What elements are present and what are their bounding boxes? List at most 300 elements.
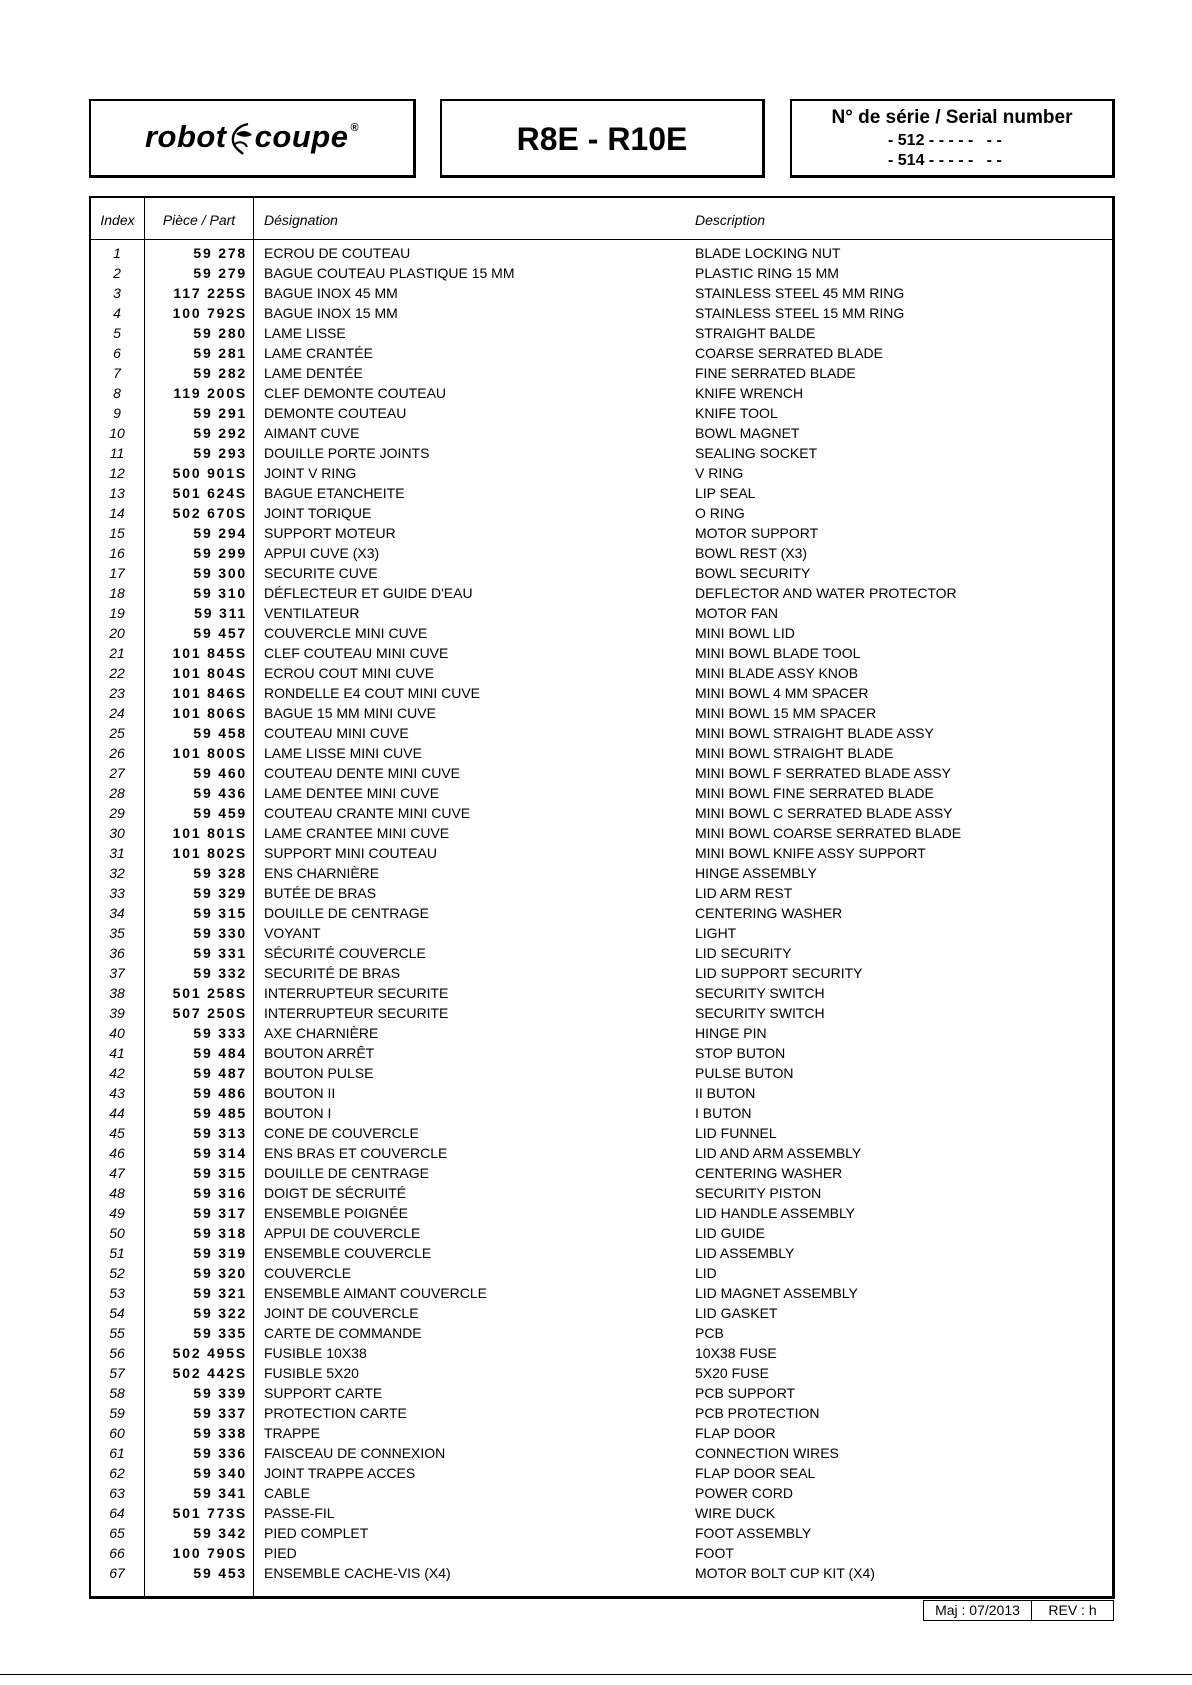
table-row [91, 1183, 1112, 1203]
table-row [91, 483, 1112, 503]
row-index: 62 [109, 1465, 125, 1481]
table-row [91, 1323, 1112, 1343]
row-designation: ENSEMBLE POIGNÉE [264, 1205, 408, 1221]
row-index: 35 [109, 925, 125, 941]
row-description: SEALING SOCKET [695, 445, 818, 461]
row-part-number: 59 315 [193, 905, 247, 921]
row-designation: BOUTON I [264, 1105, 332, 1121]
row-description: KNIFE TOOL [695, 405, 778, 421]
row-part-number: 501 258S [172, 985, 247, 1001]
row-part-number: 59 340 [193, 1465, 247, 1481]
table-row [91, 783, 1112, 803]
row-designation: ENSEMBLE CACHE-VIS (X4) [264, 1565, 451, 1581]
table-row [91, 243, 1112, 263]
row-index: 14 [109, 505, 125, 521]
row-index: 45 [109, 1125, 125, 1141]
row-part-number: 59 436 [193, 785, 247, 801]
row-description: STRAIGHT BALDE [695, 325, 816, 341]
row-part-number: 500 901S [172, 465, 247, 481]
row-designation: BAGUE 15 MM MINI CUVE [264, 705, 436, 721]
row-part-number: 59 299 [193, 545, 247, 561]
parts-table [89, 196, 1115, 1599]
table-row [91, 1203, 1112, 1223]
row-index: 23 [109, 685, 125, 701]
table-row [91, 943, 1112, 963]
table-row [91, 743, 1112, 763]
table-row [91, 543, 1112, 563]
table-row [91, 1423, 1112, 1443]
row-part-number: 101 801S [172, 825, 247, 841]
row-part-number: 101 804S [172, 665, 247, 681]
row-designation: VENTILATEUR [264, 605, 360, 621]
row-description: FOOT ASSEMBLY [695, 1525, 812, 1541]
row-part-number: 59 292 [193, 425, 247, 441]
row-index: 2 [113, 265, 121, 281]
row-part-number: 59 313 [193, 1125, 247, 1141]
row-description: O RING [695, 505, 745, 521]
table-row [91, 1383, 1112, 1403]
row-designation: ENSEMBLE COUVERCLE [264, 1245, 432, 1261]
table-row [91, 283, 1112, 303]
row-part-number: 59 328 [193, 865, 247, 881]
row-designation: TRAPPE [264, 1425, 321, 1441]
row-part-number: 59 311 [194, 605, 247, 621]
row-description: PCB SUPPORT [695, 1385, 796, 1401]
row-part-number: 59 294 [193, 525, 247, 541]
row-part-number: 59 337 [193, 1405, 247, 1421]
row-description: MINI BOWL STRAIGHT BLADE [695, 745, 894, 761]
row-description: POWER CORD [695, 1485, 793, 1501]
table-row [91, 1223, 1112, 1243]
row-description: LID FUNNEL [695, 1125, 777, 1141]
row-description: 10X38 FUSE [695, 1345, 777, 1361]
table-row [91, 883, 1112, 903]
row-description: MOTOR BOLT CUP KIT (X4) [695, 1565, 875, 1581]
row-description: 5X20 FUSE [695, 1365, 769, 1381]
row-description: SECURITY PISTON [695, 1185, 822, 1201]
row-index: 56 [109, 1345, 125, 1361]
row-part-number: 59 293 [193, 445, 247, 461]
row-designation: CARTE DE COMMANDE [264, 1325, 422, 1341]
row-description: LID SUPPORT SECURITY [695, 965, 863, 981]
row-designation: CLEF COUTEAU MINI CUVE [264, 645, 449, 661]
row-description: STAINLESS STEEL 15 MM RING [695, 305, 905, 321]
table-row [91, 1163, 1112, 1183]
row-designation: DOUILLE PORTE JOINTS [264, 445, 430, 461]
row-index: 60 [109, 1425, 125, 1441]
table-row [91, 1083, 1112, 1103]
table-row [91, 1063, 1112, 1083]
row-description: LID HANDLE ASSEMBLY [695, 1205, 856, 1221]
row-description: FINE SERRATED BLADE [695, 365, 856, 381]
row-designation: PROTECTION CARTE [264, 1405, 407, 1421]
table-row [91, 983, 1112, 1003]
row-part-number: 59 314 [193, 1145, 247, 1161]
row-part-number: 59 329 [193, 885, 247, 901]
row-designation: JOINT TRAPPE ACCES [264, 1465, 416, 1481]
row-description: FOOT [695, 1545, 734, 1561]
table-row [91, 463, 1112, 483]
bottom-rule [0, 1674, 1192, 1675]
row-index: 20 [109, 625, 125, 641]
row-description: MINI BOWL 15 MM SPACER [695, 705, 877, 721]
row-index: 24 [109, 705, 125, 721]
row-index: 13 [109, 485, 125, 501]
table-row [91, 703, 1112, 723]
row-part-number: 101 806S [172, 705, 247, 721]
row-designation: COUVERCLE [264, 1265, 352, 1281]
row-description: LID GUIDE [695, 1225, 766, 1241]
row-designation: COUTEAU DENTE MINI CUVE [264, 765, 461, 781]
row-designation: BAGUE INOX 45 MM [264, 285, 398, 301]
row-part-number: 59 319 [193, 1245, 247, 1261]
row-description: V RING [695, 465, 744, 481]
row-part-number: 59 458 [193, 725, 247, 741]
row-description: MINI BOWL KNIFE ASSY SUPPORT [695, 845, 926, 861]
header-divider [91, 239, 1112, 240]
row-part-number: 59 342 [193, 1525, 247, 1541]
row-part-number: 59 279 [193, 265, 247, 281]
row-part-number: 59 317 [193, 1205, 247, 1221]
header-description: Description [695, 212, 766, 228]
row-designation: BAGUE INOX 15 MM [264, 305, 398, 321]
table-row [91, 503, 1112, 523]
row-designation: CABLE [264, 1485, 310, 1501]
row-part-number: 101 800S [172, 745, 247, 761]
table-row [91, 843, 1112, 863]
row-part-number: 502 442S [172, 1365, 247, 1381]
table-row [91, 1103, 1112, 1123]
serial-number-title: N° de série / Serial number [831, 107, 1073, 128]
row-designation: APPUI CUVE (X3) [264, 545, 380, 561]
row-part-number: 59 322 [193, 1305, 247, 1321]
row-part-number: 507 250S [172, 1005, 247, 1021]
row-part-number: 59 278 [193, 245, 247, 261]
row-part-number: 501 624S [172, 485, 247, 501]
table-row [91, 663, 1112, 683]
table-row [91, 1543, 1112, 1563]
header-index: Index [100, 212, 135, 228]
row-part-number: 59 281 [193, 345, 247, 361]
row-designation: BUTÉE DE BRAS [264, 885, 377, 901]
row-index: 12 [109, 465, 125, 481]
row-designation: APPUI DE COUVERCLE [264, 1225, 421, 1241]
row-index: 46 [109, 1145, 125, 1161]
row-index: 4 [113, 305, 121, 321]
row-description: MINI BOWL C SERRATED BLADE ASSY [695, 805, 953, 821]
row-designation: SUPPORT CARTE [264, 1385, 383, 1401]
logo-text-right: coupe [254, 119, 349, 154]
table-row [91, 963, 1112, 983]
row-designation: INTERRUPTEUR SECURITE [264, 1005, 449, 1021]
row-description: LID SECURITY [695, 945, 792, 961]
row-description: BLADE LOCKING NUT [695, 245, 841, 261]
table-row [91, 1303, 1112, 1323]
row-designation: JOINT DE COUVERCLE [264, 1305, 419, 1321]
table-row [91, 823, 1112, 843]
model-box [440, 99, 765, 178]
row-designation: BAGUE ETANCHEITE [264, 485, 405, 501]
row-designation: DOUILLE DE CENTRAGE [264, 1165, 429, 1181]
row-part-number: 59 316 [193, 1185, 247, 1201]
row-description: PCB PROTECTION [695, 1405, 820, 1421]
table-row [91, 1023, 1112, 1043]
row-part-number: 59 333 [193, 1025, 247, 1041]
row-designation: BOUTON ARRÊT [264, 1045, 375, 1061]
table-row [91, 403, 1112, 423]
table-row [91, 443, 1112, 463]
row-index: 33 [109, 885, 125, 901]
row-description: HINGE ASSEMBLY [695, 865, 817, 881]
row-part-number: 101 846S [172, 685, 247, 701]
serial-box [790, 99, 1115, 178]
row-designation: BOUTON II [264, 1085, 336, 1101]
row-part-number: 59 341 [193, 1485, 247, 1501]
row-designation: JOINT TORIQUE [264, 505, 372, 521]
table-row [91, 523, 1112, 543]
row-part-number: 59 332 [193, 965, 247, 981]
row-index: 9 [113, 405, 121, 421]
row-designation: FUSIBLE 10X38 [264, 1345, 367, 1361]
row-index: 53 [109, 1285, 125, 1301]
table-row [91, 763, 1112, 783]
table-row [91, 903, 1112, 923]
table-row [91, 1043, 1112, 1063]
row-designation: SECURITÉ DE BRAS [264, 965, 401, 981]
row-index: 41 [109, 1045, 125, 1061]
row-description: STOP BUTON [695, 1045, 786, 1061]
table-row [91, 1523, 1112, 1543]
row-designation: DOUILLE DE CENTRAGE [264, 905, 429, 921]
row-part-number: 59 460 [193, 765, 247, 781]
row-part-number: 59 485 [193, 1105, 247, 1121]
row-part-number: 59 282 [193, 365, 247, 381]
row-index: 15 [109, 525, 125, 541]
row-designation: DOIGT DE SÉCRUITÉ [264, 1185, 407, 1201]
row-designation: PIED COMPLET [264, 1525, 369, 1541]
row-part-number: 59 338 [193, 1425, 247, 1441]
row-designation: ENSEMBLE AIMANT COUVERCLE [264, 1285, 488, 1301]
row-index: 43 [109, 1085, 125, 1101]
table-row [91, 1563, 1112, 1583]
row-index: 32 [109, 865, 125, 881]
row-part-number: 100 792S [172, 305, 247, 321]
row-description: BOWL REST (X3) [695, 545, 808, 561]
table-row [91, 343, 1112, 363]
row-designation: DÉFLECTEUR ET GUIDE D'EAU [264, 585, 473, 601]
row-description: PULSE BUTON [695, 1065, 794, 1081]
row-designation: ENS BRAS ET COUVERCLE [264, 1145, 448, 1161]
table-row [91, 923, 1112, 943]
row-designation: BOUTON PULSE [264, 1065, 374, 1081]
row-index: 58 [109, 1385, 125, 1401]
table-row [91, 1003, 1112, 1023]
row-index: 22 [109, 665, 125, 681]
row-designation: ECROU DE COUTEAU [264, 245, 411, 261]
row-index: 17 [109, 565, 125, 581]
row-description: BOWL MAGNET [695, 425, 800, 441]
table-row [91, 1263, 1112, 1283]
table-row [91, 863, 1112, 883]
row-index: 28 [109, 785, 125, 801]
row-part-number: 502 670S [172, 505, 247, 521]
row-index: 59 [109, 1405, 125, 1421]
logo-blade-icon [226, 121, 256, 155]
row-designation: COUTEAU MINI CUVE [264, 725, 409, 741]
row-designation: PASSE-FIL [264, 1505, 335, 1521]
row-index: 49 [109, 1205, 125, 1221]
row-designation: LAME LISSE [264, 325, 346, 341]
row-description: CENTERING WASHER [695, 1165, 843, 1181]
table-row [91, 723, 1112, 743]
row-index: 16 [109, 545, 125, 561]
row-description: SECURITY SWITCH [695, 985, 825, 1001]
row-description: MINI BOWL F SERRATED BLADE ASSY [695, 765, 951, 781]
row-part-number: 59 484 [193, 1045, 247, 1061]
table-row [91, 683, 1112, 703]
row-part-number: 501 773S [172, 1505, 247, 1521]
table-row [91, 563, 1112, 583]
row-part-number: 117 225S [173, 285, 247, 301]
row-designation: LAME DENTEE MINI CUVE [264, 785, 440, 801]
row-description: FLAP DOOR SEAL [695, 1465, 816, 1481]
row-index: 67 [109, 1565, 125, 1581]
model-title: R8E - R10E [516, 121, 688, 157]
row-index: 55 [109, 1325, 125, 1341]
row-designation: LAME LISSE MINI CUVE [264, 745, 422, 761]
update-date: Maj : 07/2013 [924, 1601, 1032, 1620]
row-index: 1 [113, 245, 121, 261]
row-part-number: 59 280 [193, 325, 247, 341]
row-index: 47 [109, 1165, 125, 1181]
row-index: 21 [109, 645, 125, 661]
row-part-number: 59 321 [193, 1285, 247, 1301]
table-row [91, 1463, 1112, 1483]
row-part-number: 59 459 [193, 805, 247, 821]
row-index: 3 [113, 285, 121, 301]
revision-code: REV : h [1048, 1602, 1097, 1618]
row-description: MOTOR SUPPORT [695, 525, 819, 541]
row-part-number: 59 453 [193, 1565, 247, 1581]
row-designation: ECROU COUT MINI CUVE [264, 665, 435, 681]
row-index: 48 [109, 1185, 125, 1201]
row-designation: BAGUE COUTEAU PLASTIQUE 15 MM [264, 265, 515, 281]
row-designation: INTERRUPTEUR SECURITE [264, 985, 449, 1001]
row-index: 64 [109, 1505, 125, 1521]
row-description: LID MAGNET ASSEMBLY [695, 1285, 858, 1301]
serial-line-1: - 512 - - - - - - - [888, 132, 1002, 149]
row-description: MINI BOWL LID [695, 625, 795, 641]
row-index: 54 [109, 1305, 125, 1321]
row-designation: COUTEAU CRANTE MINI CUVE [264, 805, 471, 821]
row-designation: CONE DE COUVERCLE [264, 1125, 419, 1141]
row-index: 38 [109, 985, 125, 1001]
registered-mark: ® [350, 122, 360, 134]
parts-rows [91, 243, 1112, 1583]
row-designation: VOYANT [264, 925, 321, 941]
row-description: HINGE PIN [695, 1025, 767, 1041]
row-index: 39 [109, 1005, 125, 1021]
table-row [91, 263, 1112, 283]
row-index: 66 [109, 1545, 125, 1561]
row-part-number: 119 200S [173, 385, 247, 401]
row-index: 10 [109, 425, 125, 441]
row-index: 52 [109, 1265, 125, 1281]
row-designation: SUPPORT MOTEUR [264, 525, 396, 541]
table-row [91, 323, 1112, 343]
row-designation: SÉCURITÉ COUVERCLE [264, 945, 426, 961]
row-description: MINI BOWL COARSE SERRATED BLADE [695, 825, 962, 841]
table-row [91, 303, 1112, 323]
row-part-number: 59 486 [193, 1085, 247, 1101]
row-index: 7 [113, 365, 121, 381]
row-description: MINI BOWL BLADE TOOL [695, 645, 861, 661]
table-row [91, 1283, 1112, 1303]
table-row [91, 583, 1112, 603]
row-designation: FAISCEAU DE CONNEXION [264, 1445, 446, 1461]
table-row [91, 603, 1112, 623]
row-part-number: 59 335 [193, 1325, 247, 1341]
logo-box [89, 99, 416, 178]
row-index: 37 [109, 965, 125, 981]
row-description: STAINLESS STEEL 45 MM RING [695, 285, 905, 301]
table-row [91, 1363, 1112, 1383]
row-designation: LAME DENTÉE [264, 365, 363, 381]
table-row [91, 1503, 1112, 1523]
row-description: LIP SEAL [695, 485, 756, 501]
row-description: I BUTON [695, 1105, 752, 1121]
row-designation: LAME CRANTEE MINI CUVE [264, 825, 450, 841]
row-designation: CLEF DEMONTE COUTEAU [264, 385, 447, 401]
row-index: 57 [109, 1365, 125, 1381]
row-part-number: 59 310 [193, 585, 247, 601]
row-designation: ENS CHARNIÈRE [264, 865, 380, 881]
row-index: 27 [109, 765, 125, 781]
row-description: MINI BLADE ASSY KNOB [695, 665, 859, 681]
row-part-number: 59 291 [193, 405, 247, 421]
table-row [91, 1123, 1112, 1143]
row-index: 34 [109, 905, 125, 921]
table-row [91, 1143, 1112, 1163]
table-row [91, 623, 1112, 643]
table-row [91, 803, 1112, 823]
row-description: MINI BOWL STRAIGHT BLADE ASSY [695, 725, 934, 741]
row-description: LID [695, 1265, 717, 1281]
row-designation: SECURITE CUVE [264, 565, 378, 581]
row-part-number: 59 487 [193, 1065, 247, 1081]
table-row [91, 1403, 1112, 1423]
row-description: COARSE SERRATED BLADE [695, 345, 884, 361]
row-index: 36 [109, 945, 125, 961]
table-row [91, 1443, 1112, 1463]
row-designation: FUSIBLE 5X20 [264, 1365, 359, 1381]
brand-logo [91, 119, 413, 155]
row-designation: AXE CHARNIÈRE [264, 1025, 379, 1041]
row-description: SECURITY SWITCH [695, 1005, 825, 1021]
serial-line-2: - 514 - - - - - - - [888, 152, 1002, 169]
row-index: 5 [113, 325, 121, 341]
table-row [91, 363, 1112, 383]
row-description: II BUTON [695, 1085, 756, 1101]
row-designation: COUVERCLE MINI CUVE [264, 625, 428, 641]
row-designation: LAME CRANTÉE [264, 345, 373, 361]
row-part-number: 100 790S [172, 1545, 247, 1561]
row-designation: JOINT V RING [264, 465, 357, 481]
row-description: BOWL SECURITY [695, 565, 811, 581]
row-part-number: 59 318 [193, 1225, 247, 1241]
row-part-number: 59 315 [193, 1165, 247, 1181]
table-row [91, 1243, 1112, 1263]
